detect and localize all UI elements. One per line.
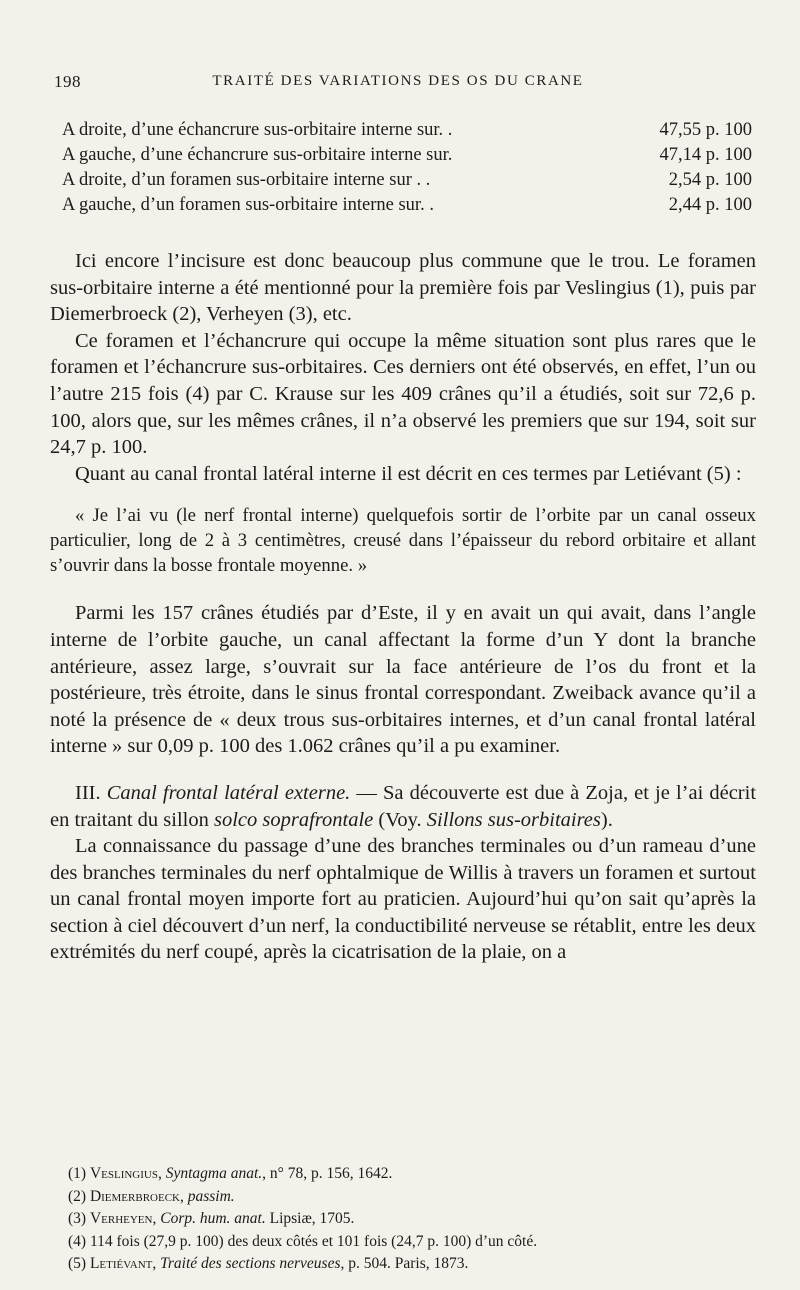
footnote-author: Verheyen, (89, 1210, 157, 1227)
stat-label: A gauche, d’une échancrure sus-orbitaire interne sur. (62, 145, 453, 165)
footnote-rest: Lipsiæ, 1705. (265, 1210, 355, 1227)
footnote (68, 1208, 748, 1231)
footnote-title: Corp. hum. anat. (160, 1210, 266, 1227)
stat-value: 2,54 p. 100 (668, 170, 752, 190)
statistics-list (62, 118, 752, 218)
quotation: « Je l’ai vu (le nerf frontal interne) quelquefois sortir de l’orbite par un canal osseux particulier, long de 2 à 3 centimètres, creusé dans l’épaisseur du rebord orbitaire et allant s’ouvrir dans la bosse frontale moyenne. » (50, 505, 756, 577)
italic-term: solco soprafrontale (213, 808, 374, 831)
page-header (54, 72, 742, 98)
paragraph: Ce foramen et l’échancrure qui occupe la même situation sont plus rares que le foramen et l’échancrure sus-orbitaires. Ces derniers ont été observés, en effet, l’un ou l’autre 215 fois (4) par C. Krause sur les 409 crânes qu’il a étudiés, soit sur 72,6 p. 100, alors que, sur les mêmes crânes, il n’a observé les premiers que sur 194, soit sur 24,7 p. 100. (50, 329, 756, 459)
footnote-rest: , n° 78, p. 156, 1642. (262, 1165, 393, 1182)
page-number: 198 (54, 72, 81, 91)
stat-row (62, 143, 752, 168)
stat-label: A gauche, d’un foramen sus-orbitaire interne sur. . (62, 195, 434, 215)
paragraph: La connaissance du passage d’une des branches terminales ou d’un rameau d’une des branches terminales du nerf ophtalmique de Willis à travers un foramen et surtout un canal frontal moyen importe fort au praticien. Aujourd’hui qu’on sait qu’après la section à ciel découvert d’un nerf, la conductibilité nerveuse se rétablit, entre les deux extrémités du nerf coupé, après la cicatrisation de la plaie, on a (50, 835, 756, 964)
footnote-author: Letiévant, (89, 1255, 157, 1272)
body-text (50, 248, 756, 966)
stat-label: A droite, d’une échancrure sus-orbitaire interne sur. . (62, 120, 453, 140)
stat-row (62, 193, 752, 218)
text-run: ). (600, 808, 613, 831)
footnote-title: Traité des sections nerveuses (160, 1255, 341, 1272)
footnotes (68, 1163, 748, 1276)
stat-row (62, 118, 752, 143)
footnote-author: Diemerbroeck, (89, 1187, 184, 1205)
stat-value: 47,55 p. 100 (659, 120, 752, 140)
paragraph: Parmi les 157 crânes étudiés par d’Este, il y en avait un qui avait, dans l’angle interne de l’orbite gauche, un canal affectant la forme d’un Y dont la branche antérieure, assez large, s’ouvrait sur la face antérieure de l’os du front et la postérieure, très étroite, dans le sinus frontal correspondant. Zweiback avance qu’il a noté la présence de « deux trous sus-orbitaires internes, et d’un canal frontal latéral interne » sur 0,09 p. 100 des 1.062 crânes qu’il a pu examiner. (50, 602, 756, 758)
footnote-number: (5) (68, 1255, 87, 1272)
stat-value: 2,44 p. 100 (668, 195, 752, 215)
footnote-author: Veslingius, (89, 1165, 162, 1182)
text-run: (Voy. (378, 808, 422, 831)
section-title: Canal frontal latéral externe. (106, 781, 351, 804)
footnote-number: (2) (68, 1187, 87, 1205)
footnote-rest: 114 fois (27,9 p. 100) des deux côtés et 101 fois (24,7 p. 100) d’un côté. (89, 1232, 538, 1250)
stat-value: 47,14 p. 100 (659, 145, 752, 165)
footnote-rest: , p. 504. Paris, 1873. (340, 1255, 469, 1272)
section-number: III. (75, 781, 101, 804)
footnote-title: Syntagma anat. (165, 1165, 263, 1182)
section-paragraph (50, 780, 756, 833)
paragraph: Quant au canal frontal latéral interne il est décrit en ces termes par Letiévant (5) : (75, 462, 742, 485)
footnote-number: (4) (68, 1232, 87, 1250)
stat-label: A droite, d’un foramen sus-orbitaire interne sur . . (62, 170, 431, 190)
footnote-number: (3) (68, 1210, 87, 1227)
paragraph: Ici encore l’incisure est donc beaucoup plus commune que le trou. Le foramen sus-orbitaire interne a été mentionné pour la première fois par Veslingius (1), puis par Diemerbroeck (2), Verheyen (3), etc. (50, 250, 756, 326)
footnote-title: passim. (187, 1187, 235, 1205)
footnote (68, 1163, 748, 1186)
footnote (68, 1253, 748, 1276)
footnote (68, 1231, 748, 1254)
running-title: TRAITÉ DES VARIATIONS DES OS DU CRANE (212, 73, 584, 89)
footnote (68, 1186, 748, 1209)
text-run: — Sa découverte est due à Zoja, et je l’ai décrit en traitant du sillon (50, 781, 757, 831)
stat-row (62, 168, 752, 193)
cross-reference: Sillons sus-orbitaires (426, 808, 601, 831)
footnote-number: (1) (68, 1165, 87, 1182)
